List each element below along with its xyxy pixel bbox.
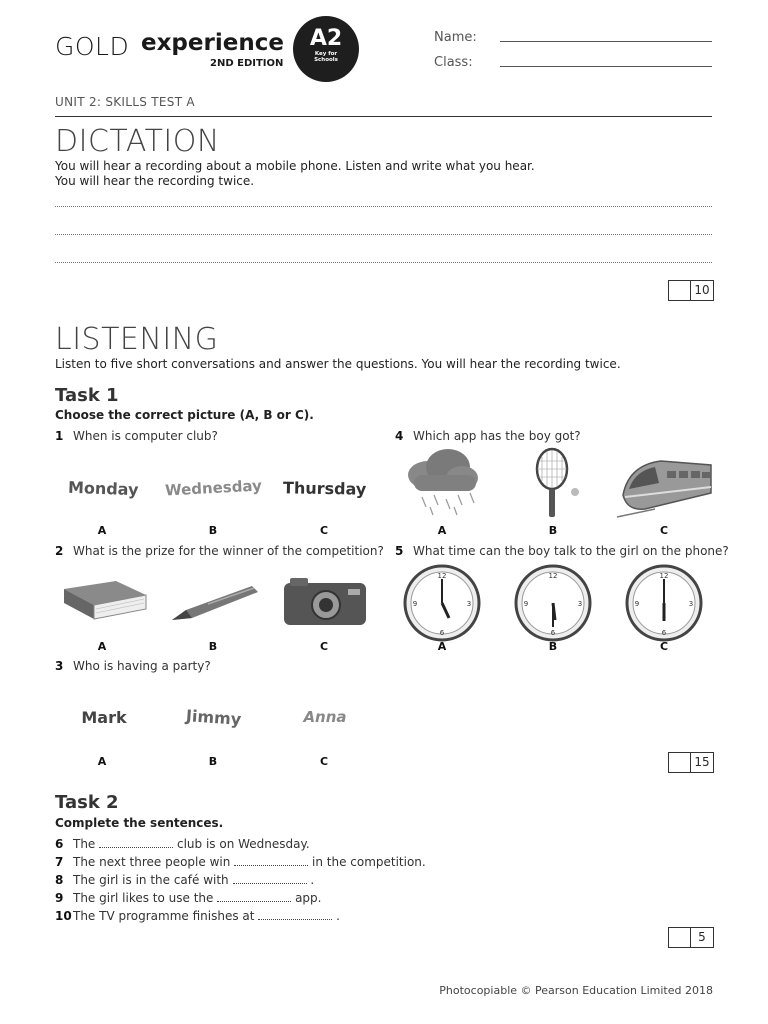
question-text: What time can the boy talk to the girl on the phone? — [413, 544, 729, 558]
listening-instruction: Listen to five short conversations and answer the questions. You will hear the recording twice. — [55, 357, 621, 371]
answer-blank[interactable] — [258, 908, 332, 920]
sentence-after: club is on Wednesday. — [176, 837, 310, 851]
sentence-number: 6 — [55, 837, 64, 851]
option-label-a: A — [437, 640, 447, 653]
task2-title: Task 2 — [55, 792, 119, 813]
score-total: 15 — [694, 755, 710, 769]
task1-instruction: Choose the correct picture (A, B or C). — [55, 408, 314, 422]
question-text: Which app has the boy got? — [413, 429, 581, 443]
svg-text:12: 12 — [659, 572, 669, 580]
name-word: Jimmy — [185, 705, 243, 729]
option-label-b: B — [208, 755, 218, 768]
sentence-9 — [55, 890, 321, 905]
sentence-number: 8 — [55, 873, 64, 887]
option-label-b: B — [548, 524, 558, 537]
sentence-before: The girl is in the café with — [73, 873, 229, 887]
option-label-c: C — [319, 640, 329, 653]
task2-instruction: Complete the sentences. — [55, 816, 224, 830]
task1-title: Task 1 — [55, 385, 119, 406]
sentence-6 — [55, 836, 310, 851]
question-number: 5 — [395, 544, 404, 558]
option-label-c: C — [659, 524, 669, 537]
clock-icon[interactable] — [625, 564, 703, 642]
question-text: Who is having a party? — [73, 659, 211, 673]
task1-score-box[interactable] — [668, 752, 714, 773]
sentence-10 — [55, 908, 340, 923]
answer-blank[interactable] — [217, 890, 291, 902]
class-field[interactable] — [500, 66, 712, 67]
svg-text:9: 9 — [634, 600, 640, 608]
score-entry[interactable] — [669, 928, 691, 947]
option-label-c: C — [659, 640, 669, 653]
dictation-instruction-2: You will hear the recording twice. — [55, 174, 255, 188]
sentence-before: The next three people win — [73, 855, 231, 869]
option-label-c: C — [319, 755, 329, 768]
brand-edition: 2ND EDITION — [210, 58, 284, 69]
pen-icon[interactable] — [168, 580, 260, 624]
book-icon[interactable] — [60, 575, 148, 625]
question-number: 2 — [55, 544, 64, 558]
svg-text:12: 12 — [437, 572, 447, 580]
sentence-before: The girl likes to use the — [73, 891, 214, 905]
sentence-number: 10 — [55, 909, 72, 923]
svg-text:9: 9 — [412, 600, 418, 608]
option-label-a: A — [97, 755, 107, 768]
name-label: Name: — [434, 30, 477, 45]
name-word: Anna — [303, 708, 347, 726]
unit-label: UNIT 2: SKILLS TEST A — [55, 95, 195, 109]
option-label-b: B — [548, 640, 558, 653]
svg-text:6: 6 — [550, 629, 556, 637]
sentence-8 — [55, 872, 314, 887]
dictation-title: DICTATION — [55, 124, 220, 159]
day-word: Thursday — [283, 477, 367, 499]
question-number: 4 — [395, 429, 404, 443]
svg-text:3: 3 — [466, 600, 472, 608]
q3-option-b[interactable] — [168, 702, 260, 732]
dictation-line-2[interactable] — [55, 234, 712, 235]
score-entry[interactable] — [669, 281, 691, 300]
brand-experience: experience — [141, 30, 284, 56]
sentence-after: app. — [295, 891, 322, 905]
task2-score-box[interactable] — [668, 927, 714, 948]
question-number: 1 — [55, 429, 64, 443]
day-word: Wednesday — [164, 476, 262, 500]
brand-gold: GOLD — [55, 32, 130, 61]
train-icon[interactable] — [615, 455, 713, 521]
question-2 — [55, 544, 384, 558]
svg-text:3: 3 — [577, 600, 583, 608]
sentence-before: The — [73, 837, 96, 851]
sentence-number: 9 — [55, 891, 64, 905]
sentence-after: in the competition. — [312, 855, 426, 869]
question-number: 3 — [55, 659, 64, 673]
rain-cloud-icon[interactable] — [400, 445, 485, 517]
option-label-b: B — [208, 524, 218, 537]
option-label-c: C — [319, 524, 329, 537]
clock-icon[interactable] — [514, 564, 592, 642]
camera-icon[interactable] — [280, 575, 370, 627]
question-3 — [55, 659, 211, 673]
svg-text:3: 3 — [688, 600, 694, 608]
svg-text:12: 12 — [548, 572, 558, 580]
day-word: Monday — [67, 477, 139, 499]
q1-option-c[interactable] — [280, 470, 370, 506]
dictation-line-3[interactable] — [55, 262, 712, 263]
name-word: Mark — [81, 707, 127, 727]
q3-option-c[interactable] — [280, 702, 370, 732]
question-4 — [395, 429, 581, 443]
option-label-a: A — [437, 524, 447, 537]
name-field[interactable] — [500, 41, 712, 42]
level-text: A2 — [309, 26, 343, 51]
clock-icon[interactable] — [403, 564, 481, 642]
sentence-number: 7 — [55, 855, 64, 869]
question-1 — [55, 429, 218, 443]
option-label-a: A — [97, 524, 107, 537]
level-sub-2: Schools — [314, 57, 338, 63]
svg-text:9: 9 — [523, 600, 529, 608]
level-badge — [293, 16, 359, 82]
answer-blank[interactable] — [233, 872, 307, 884]
svg-text:6: 6 — [661, 629, 667, 637]
score-total: 10 — [694, 283, 710, 297]
question-text: When is computer club? — [73, 429, 218, 443]
score-entry[interactable] — [669, 753, 691, 772]
level-sub-1: Key for — [314, 51, 338, 57]
question-5 — [395, 544, 729, 558]
option-label-b: B — [208, 640, 218, 653]
sentence-after: . — [336, 909, 340, 923]
option-label-a: A — [97, 640, 107, 653]
question-text: What is the prize for the winner of the competition? — [73, 544, 384, 558]
header-rule — [55, 116, 712, 117]
sentence-after: . — [310, 873, 315, 887]
answer-blank[interactable] — [99, 836, 173, 848]
sentence-7 — [55, 854, 426, 869]
score-total: 5 — [698, 930, 706, 944]
listening-title: LISTENING — [55, 322, 219, 357]
class-label: Class: — [434, 55, 473, 70]
dictation-instruction-1: You will hear a recording about a mobile phone. Listen and write what you hear. — [55, 159, 535, 173]
q1-option-b[interactable] — [163, 470, 263, 506]
q1-option-a[interactable] — [58, 470, 148, 506]
dictation-line-1[interactable] — [55, 206, 712, 207]
tennis-racket-icon[interactable] — [528, 447, 583, 521]
answer-blank[interactable] — [234, 854, 308, 866]
svg-text:6: 6 — [439, 629, 445, 637]
sentence-before: The TV programme finishes at — [73, 909, 255, 923]
q3-option-a[interactable] — [60, 702, 148, 732]
dictation-score-box[interactable] — [668, 280, 714, 301]
copyright-footer: Photocopiable © Pearson Education Limited 2018 — [439, 984, 713, 997]
